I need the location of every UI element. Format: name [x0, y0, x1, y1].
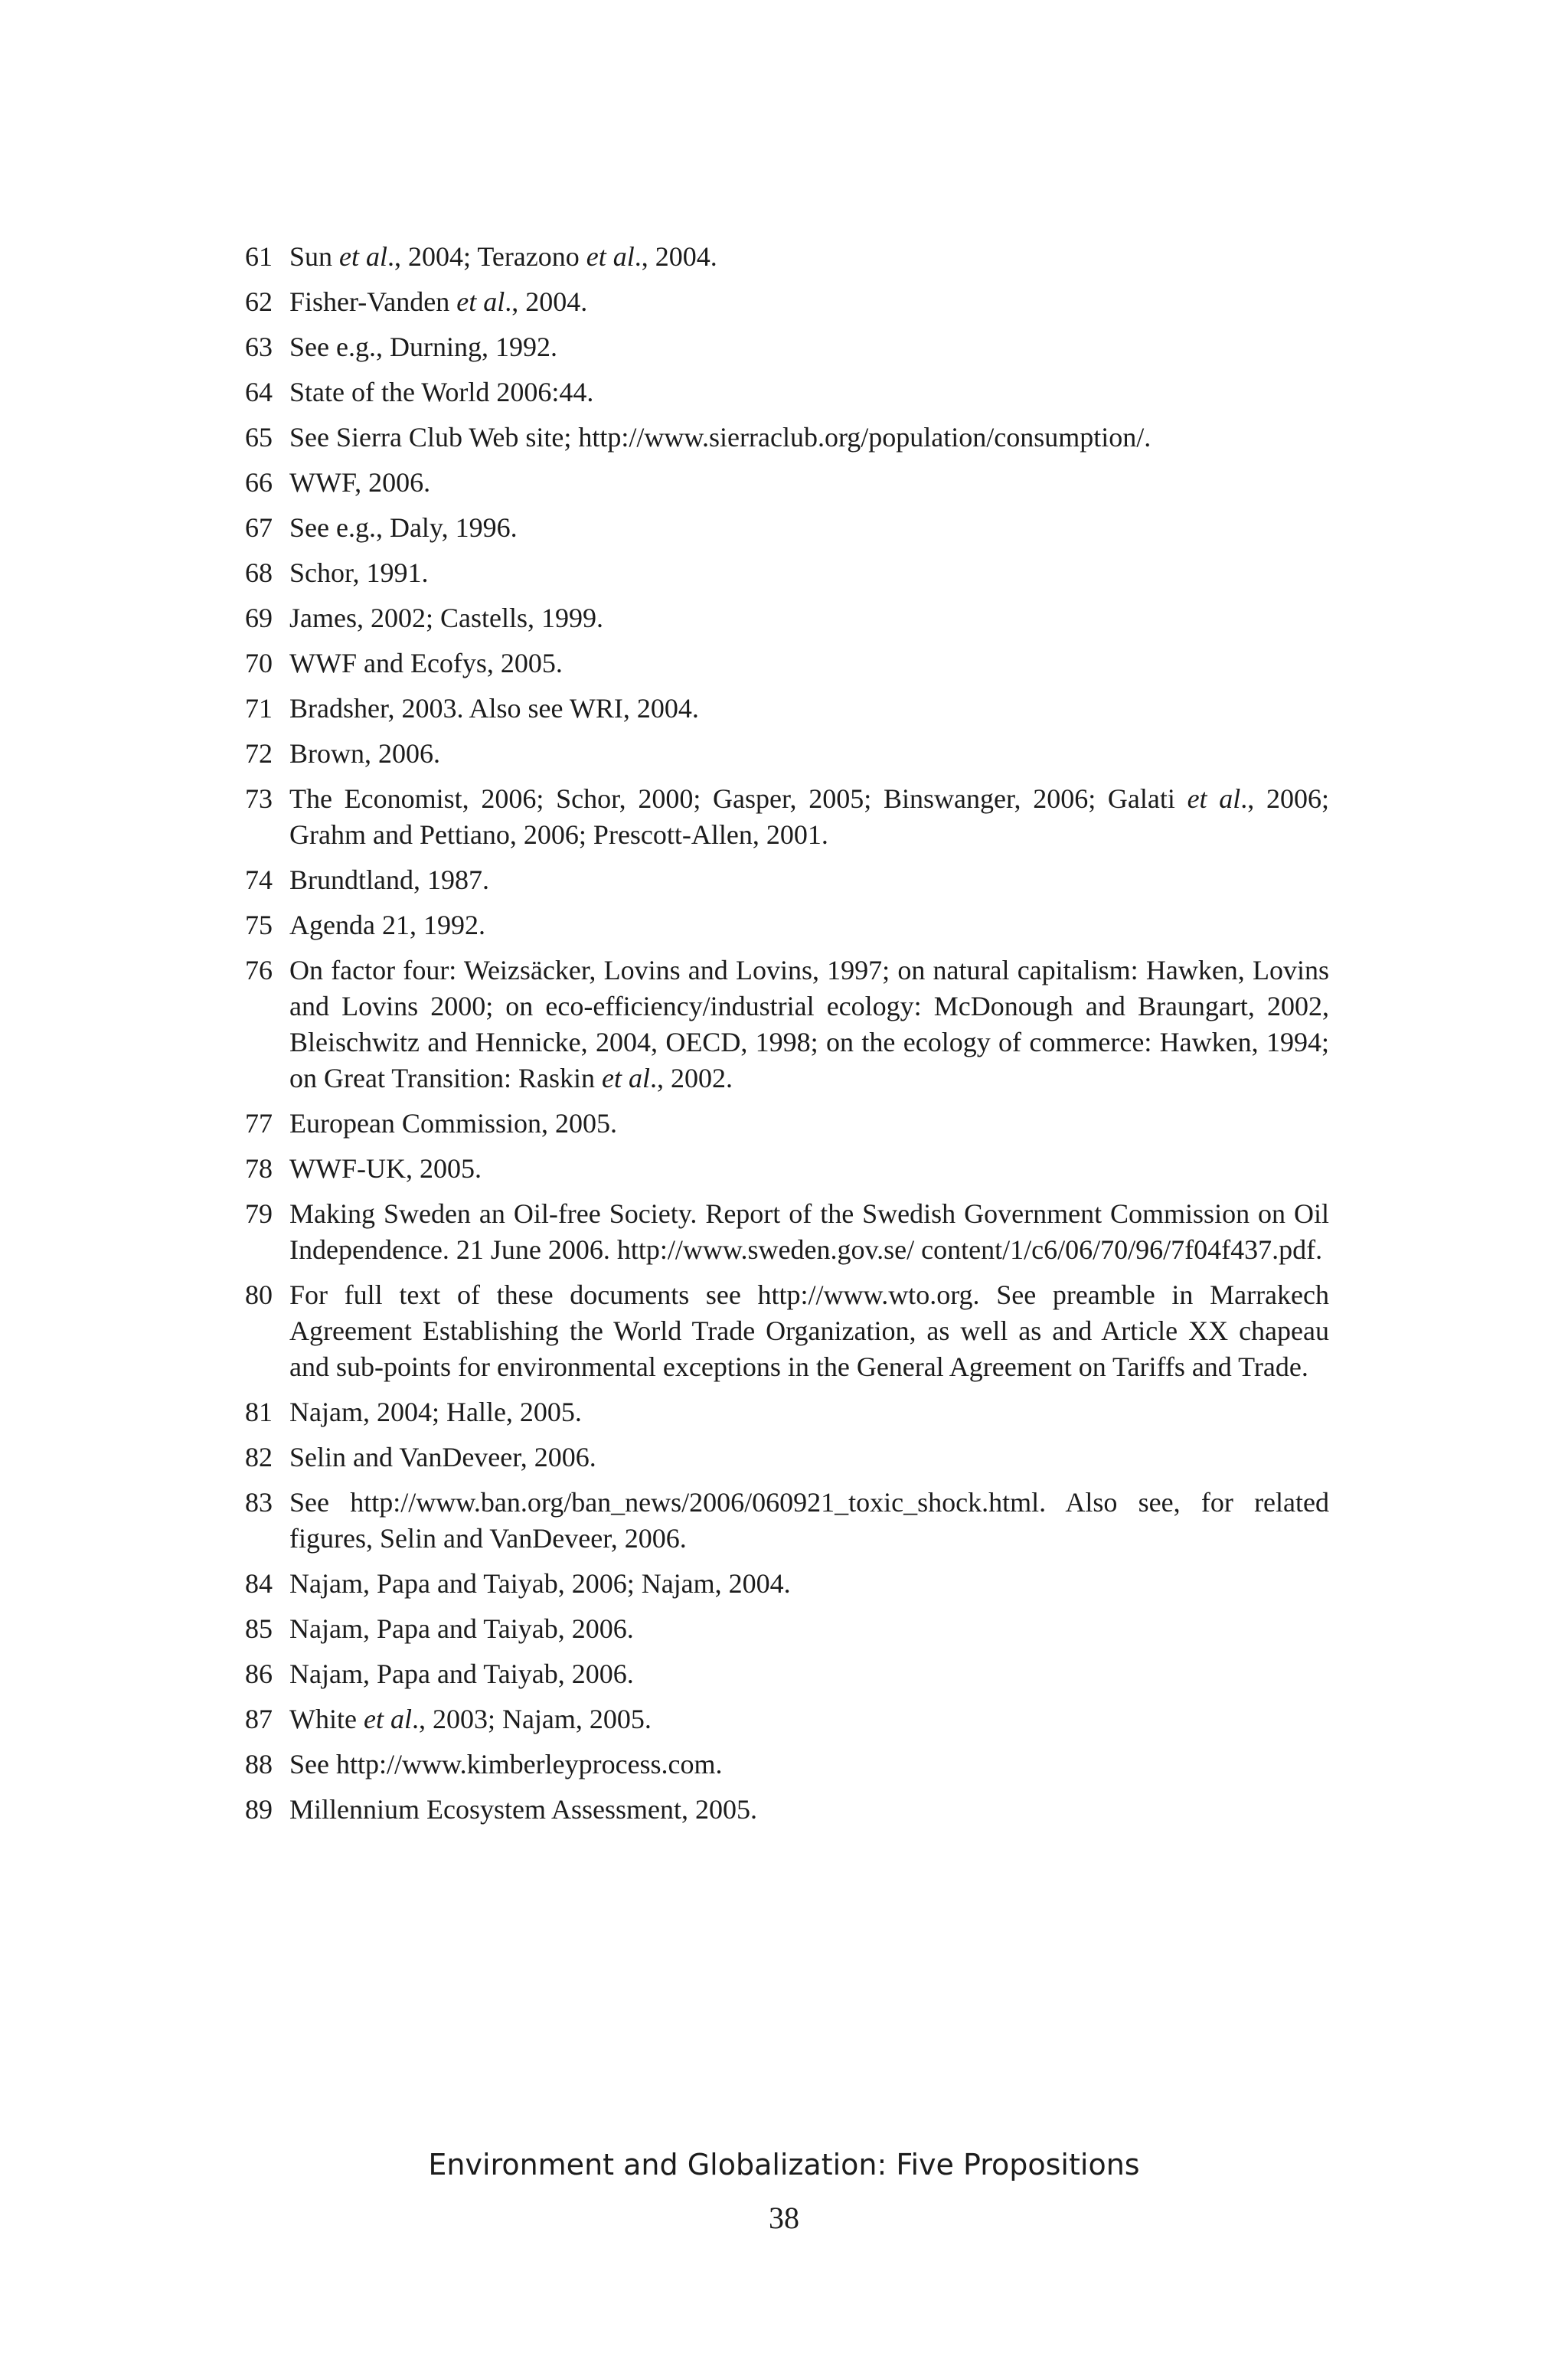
- endnote-number: 68: [245, 557, 273, 588]
- text-run: Najam, Papa and Taiyab, 2006.: [289, 1613, 634, 1644]
- text-run: White: [289, 1704, 364, 1734]
- endnote-text: [289, 1196, 1329, 1268]
- endnote-number: 62: [245, 286, 273, 317]
- endnote-text: [289, 1656, 1329, 1692]
- endnote-76: [245, 953, 1329, 1096]
- endnote-82: [245, 1440, 1329, 1476]
- endnote-number: 72: [245, 738, 273, 769]
- endnote-text: [289, 953, 1329, 1096]
- endnote-text: [289, 1701, 1329, 1737]
- text-run: The Economist, 2006; Schor, 2000; Gasper, 2005; Binswanger, 2006; Galati: [289, 783, 1187, 814]
- endnote-text: [289, 1277, 1329, 1385]
- endnote-number: 87: [245, 1704, 273, 1734]
- endnote-text: [289, 329, 1329, 365]
- endnote-text: [289, 600, 1329, 636]
- endnote-number: 61: [245, 241, 273, 272]
- endnote-77: [245, 1106, 1329, 1142]
- endnote-text: [289, 239, 1329, 275]
- endnote-73: [245, 781, 1329, 853]
- endnote-text: [289, 465, 1329, 501]
- text-run: Najam, Papa and Taiyab, 2006.: [289, 1659, 634, 1689]
- endnote-number: 85: [245, 1613, 273, 1644]
- endnote-78: [245, 1151, 1329, 1187]
- text-run: See e.g., Durning, 1992.: [289, 332, 557, 362]
- endnote-69: [245, 600, 1329, 636]
- endnote-number: 88: [245, 1749, 273, 1779]
- endnote-text: [289, 1394, 1329, 1430]
- endnote-number: 77: [245, 1108, 273, 1139]
- text-run: ., 2002.: [650, 1063, 733, 1093]
- text-run: WWF and Ecofys, 2005.: [289, 648, 563, 678]
- endnote-number: 75: [245, 910, 273, 940]
- endnote-number: 66: [245, 467, 273, 498]
- endnote-text: [289, 1566, 1329, 1602]
- endnote-65: [245, 420, 1329, 456]
- text-run: See Sierra Club Web site; http://www.sierraclub.org/population/consumption/.: [289, 422, 1152, 453]
- endnote-79: [245, 1196, 1329, 1268]
- endnote-84: [245, 1566, 1329, 1602]
- italic-text: et al: [456, 286, 505, 317]
- text-run: Brown, 2006.: [289, 738, 440, 769]
- endnote-text: [289, 1747, 1329, 1783]
- text-run: See http://www.kimberleyprocess.com.: [289, 1749, 723, 1779]
- endnote-number: 67: [245, 512, 273, 543]
- endnote-68: [245, 555, 1329, 591]
- endnote-text: [289, 1440, 1329, 1476]
- page-number: 38: [769, 2201, 799, 2235]
- endnote-87: [245, 1701, 1329, 1737]
- text-run: Schor, 1991.: [289, 557, 429, 588]
- endnote-70: [245, 645, 1329, 681]
- endnote-88: [245, 1747, 1329, 1783]
- endnote-number: 71: [245, 693, 273, 724]
- text-run: Millennium Ecosystem Assessment, 2005.: [289, 1794, 757, 1825]
- endnote-number: 76: [245, 955, 273, 985]
- endnote-number: 74: [245, 864, 273, 895]
- text-run: ., 2006; Grahm and Pettiano, 2006; Prescott-Allen, 2001.: [289, 783, 1329, 850]
- endnote-66: [245, 465, 1329, 501]
- endnote-number: 86: [245, 1659, 273, 1689]
- endnote-83: [245, 1485, 1329, 1557]
- italic-text: et al: [363, 1704, 412, 1734]
- endnote-89: [245, 1792, 1329, 1828]
- endnote-number: 70: [245, 648, 273, 678]
- italic-text: et al: [1187, 783, 1241, 814]
- endnote-63: [245, 329, 1329, 365]
- text-run: On factor four: Weizsäcker, Lovins and Lovins, 1997; on natural capitalism: Hawken, Lovins and Lovins 2000; on eco-efficiency/industrial ecology: McDonough and Braungart, 2002, Bleischwitz and Hennicke, 2004, OECD, 1998; on the ecology of commerce: Hawken, 1994; on Great Transition: Raskin: [289, 955, 1329, 1093]
- endnote-number: 73: [245, 783, 273, 814]
- text-run: Fisher-Vanden: [289, 286, 457, 317]
- endnote-number: 78: [245, 1153, 273, 1184]
- endnote-71: [245, 691, 1329, 727]
- endnote-80: [245, 1277, 1329, 1385]
- endnote-67: [245, 510, 1329, 546]
- text-run: Najam, Papa and Taiyab, 2006; Najam, 2004.: [289, 1568, 791, 1599]
- text-run: Bradsher, 2003. Also see WRI, 2004.: [289, 693, 699, 724]
- text-run: ., 2004; Terazono: [387, 241, 586, 272]
- text-run: For full text of these documents see http://www.wto.org. See preamble in Marrakech Agreement Establishing the World Trade Organization, as well as and Article XX chapeau and sub-points for environmental exceptions in the General Agreement on Tariffs and Trade.: [289, 1279, 1329, 1382]
- italic-text: et al: [602, 1063, 650, 1093]
- text-run: State of the World 2006:44.: [289, 377, 594, 407]
- endnote-number: 84: [245, 1568, 273, 1599]
- endnote-text: [289, 1611, 1329, 1647]
- endnote-text: [289, 862, 1329, 898]
- running-footer-title: Environment and Globalization: Five Propositions: [428, 2148, 1140, 2181]
- text-run: ., 2004.: [505, 286, 588, 317]
- endnotes-list: [245, 239, 1329, 1837]
- endnote-72: [245, 736, 1329, 772]
- endnote-text: [289, 374, 1329, 410]
- endnote-text: [289, 555, 1329, 591]
- endnote-number: 65: [245, 422, 273, 453]
- endnote-text: [289, 907, 1329, 943]
- text-run: James, 2002; Castells, 1999.: [289, 603, 603, 633]
- endnote-85: [245, 1611, 1329, 1647]
- endnote-text: [289, 691, 1329, 727]
- endnote-86: [245, 1656, 1329, 1692]
- endnote-81: [245, 1394, 1329, 1430]
- endnote-number: 63: [245, 332, 273, 362]
- text-run: Making Sweden an Oil-free Society. Report of the Swedish Government Commission on Oil Independence. 21 June 2006. http://www.sweden.gov.se/ content/1/c6/06/70/96/7f04f437.pdf.: [289, 1198, 1329, 1265]
- endnote-text: [289, 510, 1329, 546]
- endnote-74: [245, 862, 1329, 898]
- endnote-number: 80: [245, 1279, 273, 1310]
- endnote-text: [289, 1792, 1329, 1828]
- text-run: Najam, 2004; Halle, 2005.: [289, 1397, 582, 1427]
- text-run: See e.g., Daly, 1996.: [289, 512, 518, 543]
- text-run: ., 2003; Najam, 2005.: [411, 1704, 652, 1734]
- text-run: See http://www.ban.org/ban_news/2006/060921_toxic_shock.html. Also see, for related figures, Selin and VanDeveer, 2006.: [289, 1487, 1329, 1554]
- endnote-61: [245, 239, 1329, 275]
- endnote-number: 81: [245, 1397, 273, 1427]
- text-run: Brundtland, 1987.: [289, 864, 489, 895]
- endnote-number: 89: [245, 1794, 273, 1825]
- endnote-text: [289, 284, 1329, 320]
- text-run: WWF-UK, 2005.: [289, 1153, 482, 1184]
- endnote-64: [245, 374, 1329, 410]
- text-run: European Commission, 2005.: [289, 1108, 617, 1139]
- text-run: Agenda 21, 1992.: [289, 910, 485, 940]
- endnote-75: [245, 907, 1329, 943]
- text-run: WWF, 2006.: [289, 467, 431, 498]
- text-run: Selin and VanDeveer, 2006.: [289, 1442, 596, 1472]
- endnote-number: 79: [245, 1198, 273, 1229]
- endnote-text: [289, 1151, 1329, 1187]
- endnote-number: 82: [245, 1442, 273, 1472]
- italic-text: et al: [339, 241, 388, 272]
- text-run: ., 2004.: [634, 241, 717, 272]
- endnote-text: [289, 1106, 1329, 1142]
- italic-text: et al: [586, 241, 635, 272]
- endnote-62: [245, 284, 1329, 320]
- endnote-number: 69: [245, 603, 273, 633]
- endnote-number: 64: [245, 377, 273, 407]
- endnote-text: [289, 781, 1329, 853]
- endnote-text: [289, 420, 1329, 456]
- text-run: Sun: [289, 241, 340, 272]
- endnote-text: [289, 1485, 1329, 1557]
- endnote-text: [289, 645, 1329, 681]
- endnote-text: [289, 736, 1329, 772]
- endnote-number: 83: [245, 1487, 273, 1518]
